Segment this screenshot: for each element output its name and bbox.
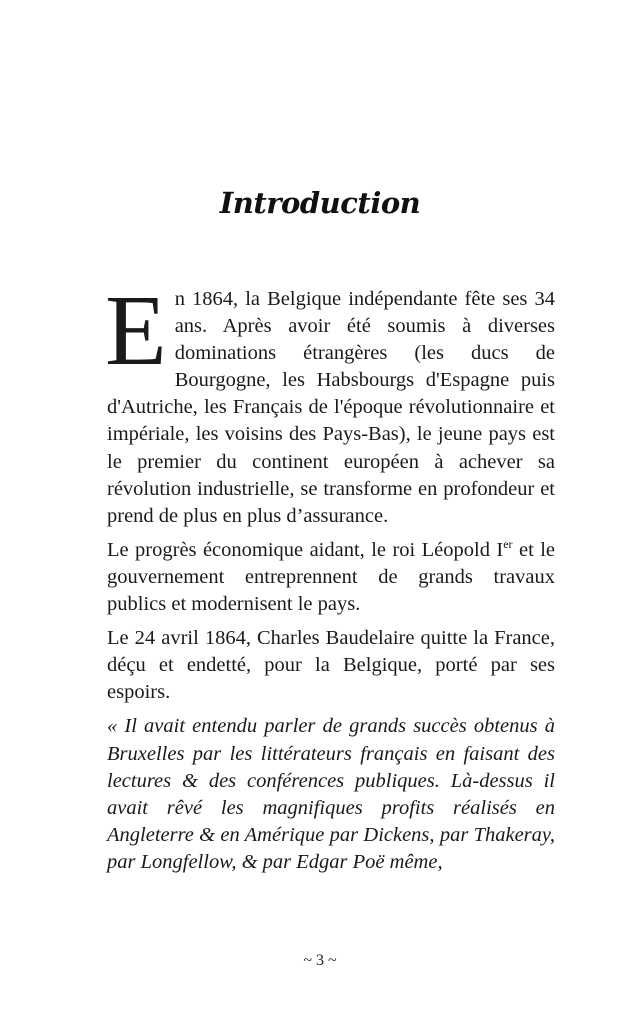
paragraph-1 [105,274,555,530]
chapter-title: Introduction [219,186,421,220]
paragraph-2-text-before: Le progrès économique aidant, le roi Léopold I [107,538,504,561]
page-number: ~ 3 ~ [303,952,337,969]
paragraph-1-text: n 1864, la Belgique indépendante fête ses 34 ans. Après avoir été soumis à diverses dominations étrangères (les ducs de Bourgogne, les Habsbourgs d'Espagne puis d'Autriche, les Français de l'époque révolutionnaire et impériale, les voisins des Pays-Bas), le jeune pays est le premier du continent européen à achever sa révolution industrielle, se transforme en profondeur et prend de plus en plus d’assurance. [107,288,555,527]
drop-cap: E [105,274,167,386]
block-quote: « Il avait entendu parler de grands succès obtenus à Bruxelles par les littérateurs français en faisant des lectures & des conférences publiques. Là-dessus il avait rêvé les magnifiques profits réalisés en Angleterre & en Amérique par Dickens, par Thakeray, par Longfellow, & par Edgar Poë même, [107,715,555,873]
ordinal-superscript: er [503,536,513,551]
paragraph-2 [107,537,555,618]
chapter-body [105,274,555,883]
paragraph-2-text-after: et le gouvernement entreprennent de grands travaux publics et modernisent le pays. [107,538,555,616]
paragraph-3: Le 24 avril 1864, Charles Baudelaire quitte la France, déçu et endetté, pour la Belgique, porté par ses espoirs. [107,627,555,704]
